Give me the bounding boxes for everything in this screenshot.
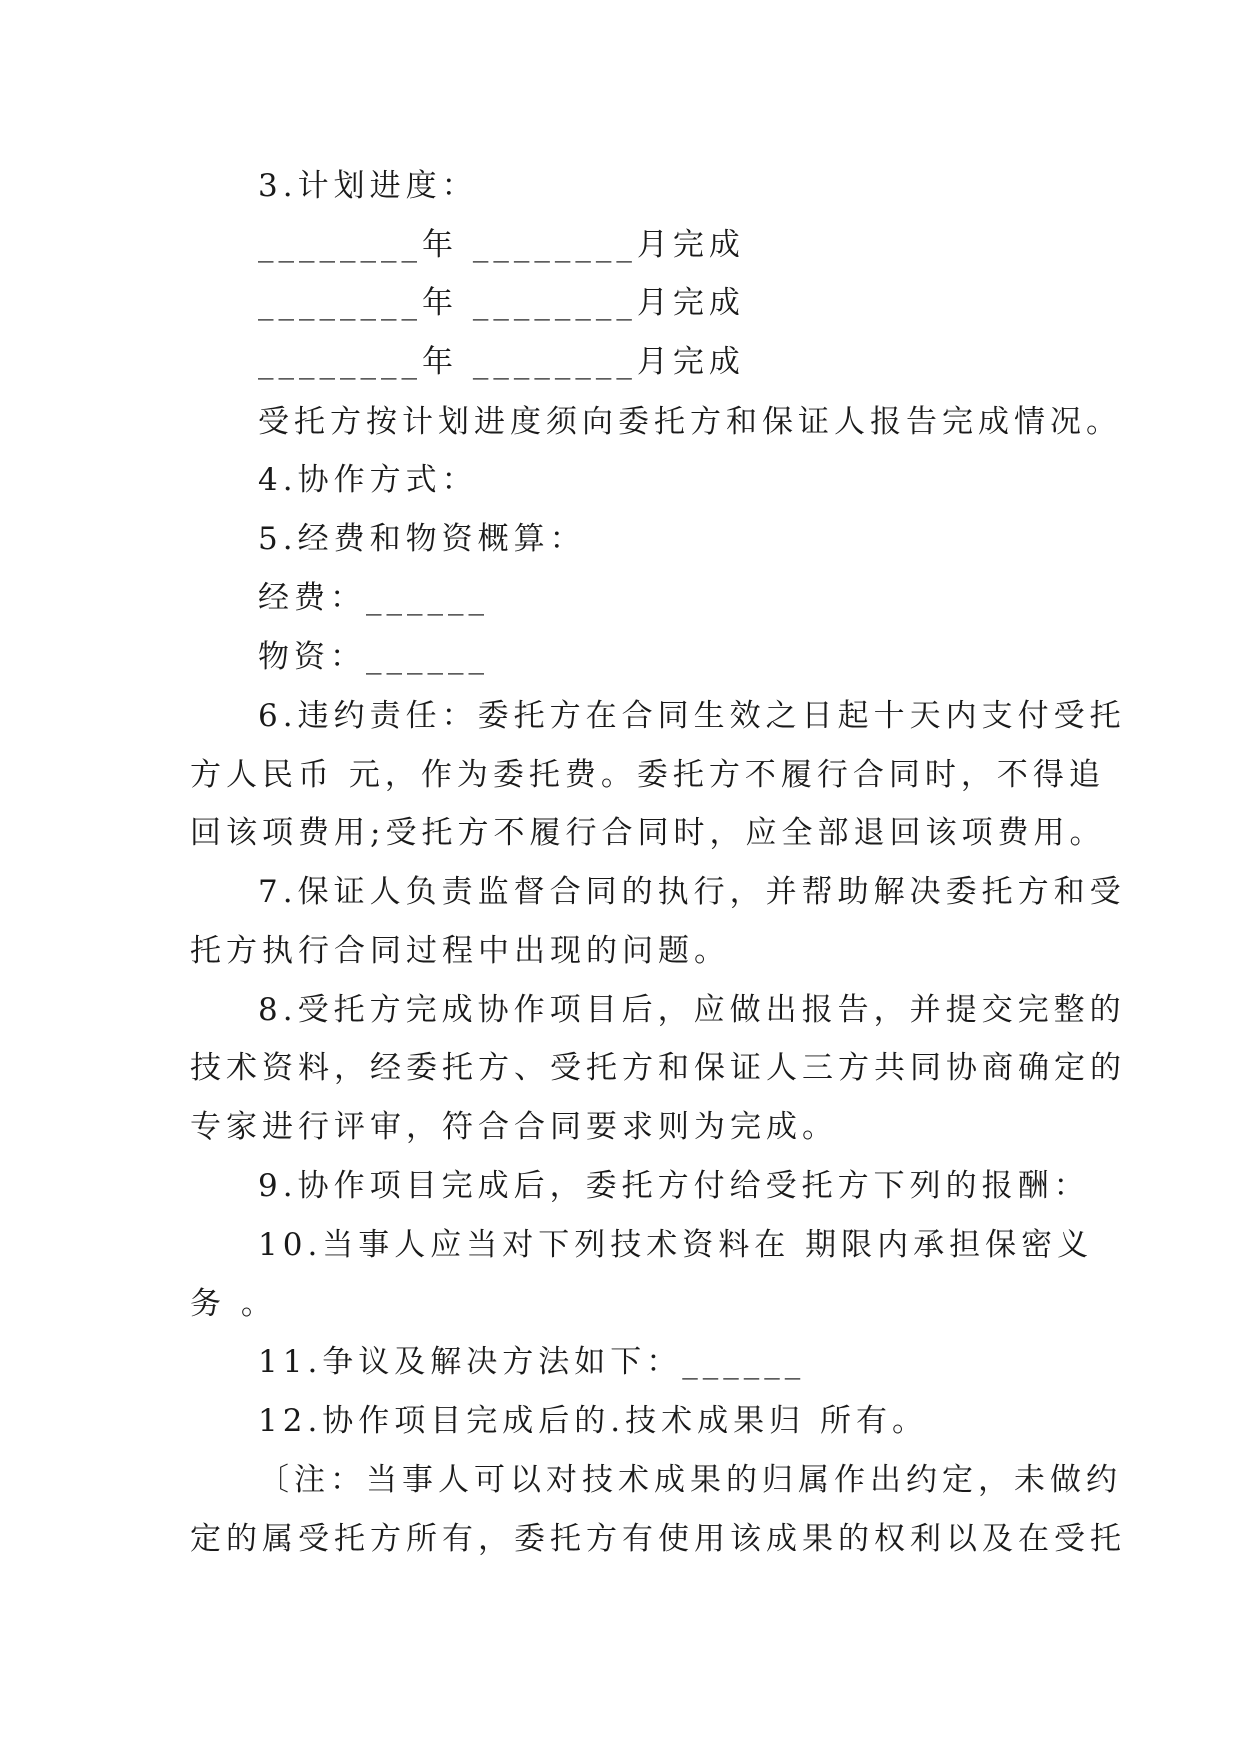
note-paragraph-line-1: 〔注：当事人可以对技术成果的归属作出约定，未做约 xyxy=(258,1462,1122,1498)
item-11-paragraph: 11.争议及解决方法如下：______ xyxy=(258,1344,806,1380)
materials-line: 物资：______ xyxy=(258,639,489,675)
item-7-paragraph-line-2: 托方执行合同过程中出现的问题。 xyxy=(190,933,730,969)
item-8-paragraph-line-1: 8.受托方完成协作项目后，应做出报告，并提交完整的 xyxy=(258,992,1126,1028)
item-4-heading: 4.协作方式： xyxy=(258,462,478,498)
item-7-paragraph-line-1: 7.保证人负责监督合同的执行，并帮助解决委托方和受 xyxy=(258,874,1126,910)
schedule-row-1: ________年 ________月完成 xyxy=(258,227,745,263)
schedule-row-2: ________年 ________月完成 xyxy=(258,285,745,321)
item-6-paragraph-line-1: 6.违约责任：委托方在合同生效之日起十天内支付受托 xyxy=(258,698,1126,734)
item-12-paragraph: 12.协作项目完成后的.技术成果归 所有。 xyxy=(258,1403,929,1439)
item-10-paragraph-line-2: 务 。 xyxy=(190,1286,277,1322)
item-8-paragraph-line-2: 技术资料，经委托方、受托方和保证人三方共同协商确定的 xyxy=(190,1050,1126,1086)
item-6-paragraph-line-2: 方人民币 元，作为委托费。委托方不履行合同时，不得追 xyxy=(190,757,1105,793)
schedule-report-note: 受托方按计划进度须向委托方和保证人报告完成情况。 xyxy=(258,404,1122,440)
item-8-paragraph-line-3: 专家进行评审，符合合同要求则为完成。 xyxy=(190,1109,838,1145)
item-6-paragraph-line-3: 回该项费用;受托方不履行合同时，应全部退回该项费用。 xyxy=(190,815,1106,851)
item-3-heading: 3.计划进度： xyxy=(258,168,478,204)
schedule-row-3: ________年 ________月完成 xyxy=(258,344,745,380)
item-10-paragraph-line-1: 10.当事人应当对下列技术资料在 期限内承担保密义 xyxy=(258,1227,1094,1263)
item-9-paragraph: 9.协作项目完成后，委托方付给受托方下列的报酬： xyxy=(258,1168,1090,1204)
funding-line: 经费：______ xyxy=(258,580,489,616)
note-paragraph-line-2: 定的属受托方所有，委托方有使用该成果的权利以及在受托 xyxy=(190,1521,1126,1557)
item-5-heading: 5.经费和物资概算： xyxy=(258,521,586,557)
